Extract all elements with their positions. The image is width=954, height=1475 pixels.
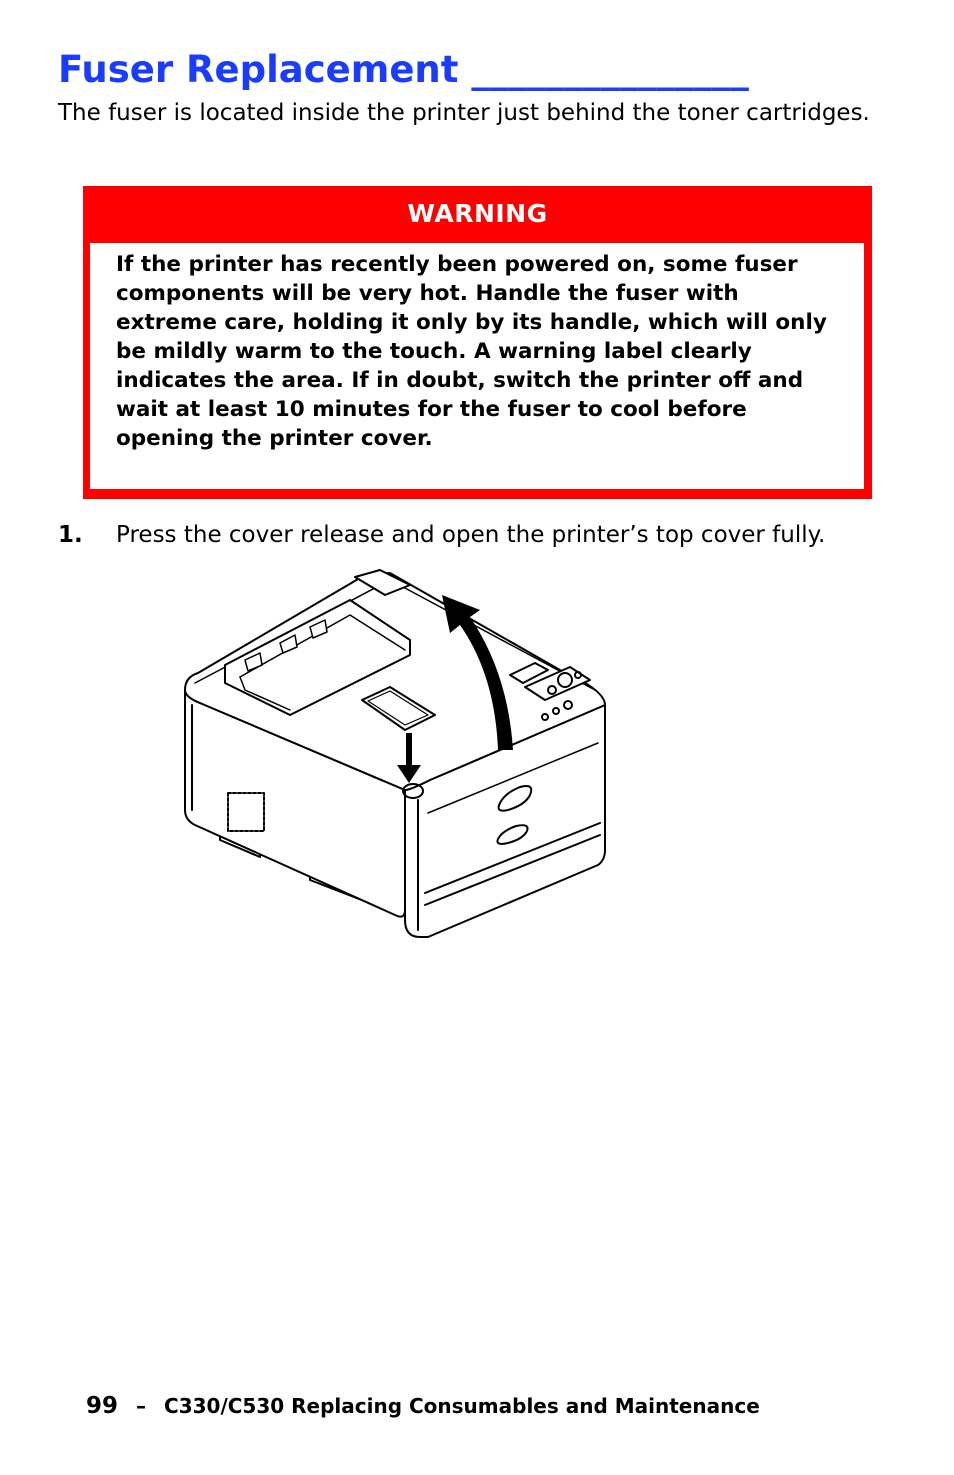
footer-text: C330/C530 Replacing Consumables and Maintenance: [164, 1394, 760, 1418]
page-footer: [86, 1393, 760, 1419]
page-number: 99: [86, 1393, 119, 1419]
warning-text: If the printer has recently been powered on, some fuser components will be very hot. Handle the fuser with extreme care, holding it only by its handle, which will only be mildly warm to the touch. A warning label clearly indicates the area. If in doubt, switch the printer off and wait at least 10 minutes for the fuser to cool before opening the printer cover.: [90, 243, 864, 489]
step-number: 1.: [58, 522, 83, 548]
footer-separator: –: [136, 1394, 147, 1418]
step-text: Press the cover release and open the printer’s top cover fully.: [116, 522, 826, 548]
step-1: [58, 520, 938, 550]
intro-paragraph: The fuser is located inside the printer just behind the toner cartridges.: [58, 100, 870, 126]
warning-box: [83, 186, 872, 499]
page-title: Fuser Replacement _______________: [58, 48, 749, 91]
warning-heading: WARNING: [407, 199, 548, 228]
printer-top-cover-open-icon: [180, 565, 610, 945]
